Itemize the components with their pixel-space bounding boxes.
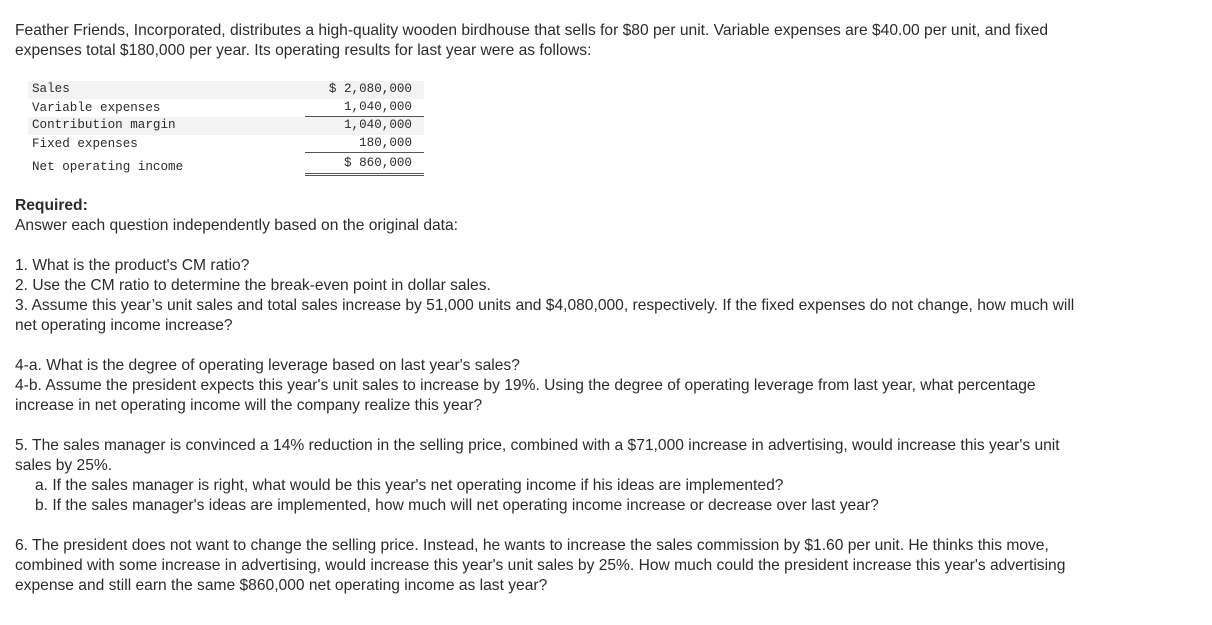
question-1: 1. What is the product's CM ratio? [15,257,250,274]
row-amount: 1,040,000 [343,118,412,132]
question-5b: b. If the sales manager's ideas are implemented, how much will net operating income increase or decrease over last year? [35,497,879,514]
row-label: Net operating income [32,159,184,174]
statement-row-net-operating-income [28,156,424,176]
income-statement [28,81,424,176]
question-3: 3. Assume this year’s unit sales and total sales increase by 51,000 units and $4,080,000, respectively. If the fixed expenses do not change, how much will net operating income increase? [15,297,1075,334]
statement-row-fixed-expenses [28,135,424,154]
row-amount: $ 860,000 [305,155,424,177]
question-2: 2. Use the CM ratio to determine the break-even point in dollar sales. [15,277,491,294]
question-group-1-3 [15,256,1075,336]
row-label: Sales [32,82,70,96]
question-6: 6. The president does not want to change the selling price. Instead, he wants to increase the sales commission by $1.60 per unit. He thinks this move, combined with some increase in advertising, would increase this year's unit sales by 25%. How much could the president increase this year's advertising expense and still earn the same $860,000 net operating income as last year? [15,537,1066,594]
row-label: Fixed expenses [32,136,138,151]
question-4b: 4-b. Assume the president expects this year's unit sales to increase by 19%. Using the degree of operating leverage from last year, what percentage increase in net operating income will the company realize this year? [15,377,1036,414]
required-section [15,196,1075,236]
problem-intro: Feather Friends, Incorporated, distributes a high-quality wooden birdhouse that sells for $80 per unit. Variable expenses are $40.00 per unit, and fixed expenses total $180,000 per year. Its operating results for last year were as follows: [15,22,1048,59]
row-label: Variable expenses [32,100,161,115]
row-amount: $ 2,080,000 [328,82,412,96]
required-instruction: Answer each question independently based on the original data: [15,217,459,234]
statement-row-contribution-margin [28,117,424,135]
question-4a: 4-a. What is the degree of operating leverage based on last year's sales? [15,357,520,374]
problem-page [15,21,1075,596]
row-amount: 1,040,000 [305,99,424,118]
question-5: 5. The sales manager is convinced a 14% reduction in the selling price, combined with a $71,000 increase in advertising, would increase this year's unit sales by 25%. [15,437,1060,474]
question-group-5 [15,436,1075,516]
statement-row-variable-expenses [28,99,424,118]
question-group-6 [15,536,1075,596]
row-label: Contribution margin [32,118,176,132]
question-group-4 [15,356,1075,416]
question-5a: a. If the sales manager is right, what would be this year's net operating income if his ideas are implemented? [35,477,784,494]
required-heading: Required: [15,197,88,214]
row-amount: 180,000 [305,135,424,154]
statement-row-sales [28,81,424,99]
